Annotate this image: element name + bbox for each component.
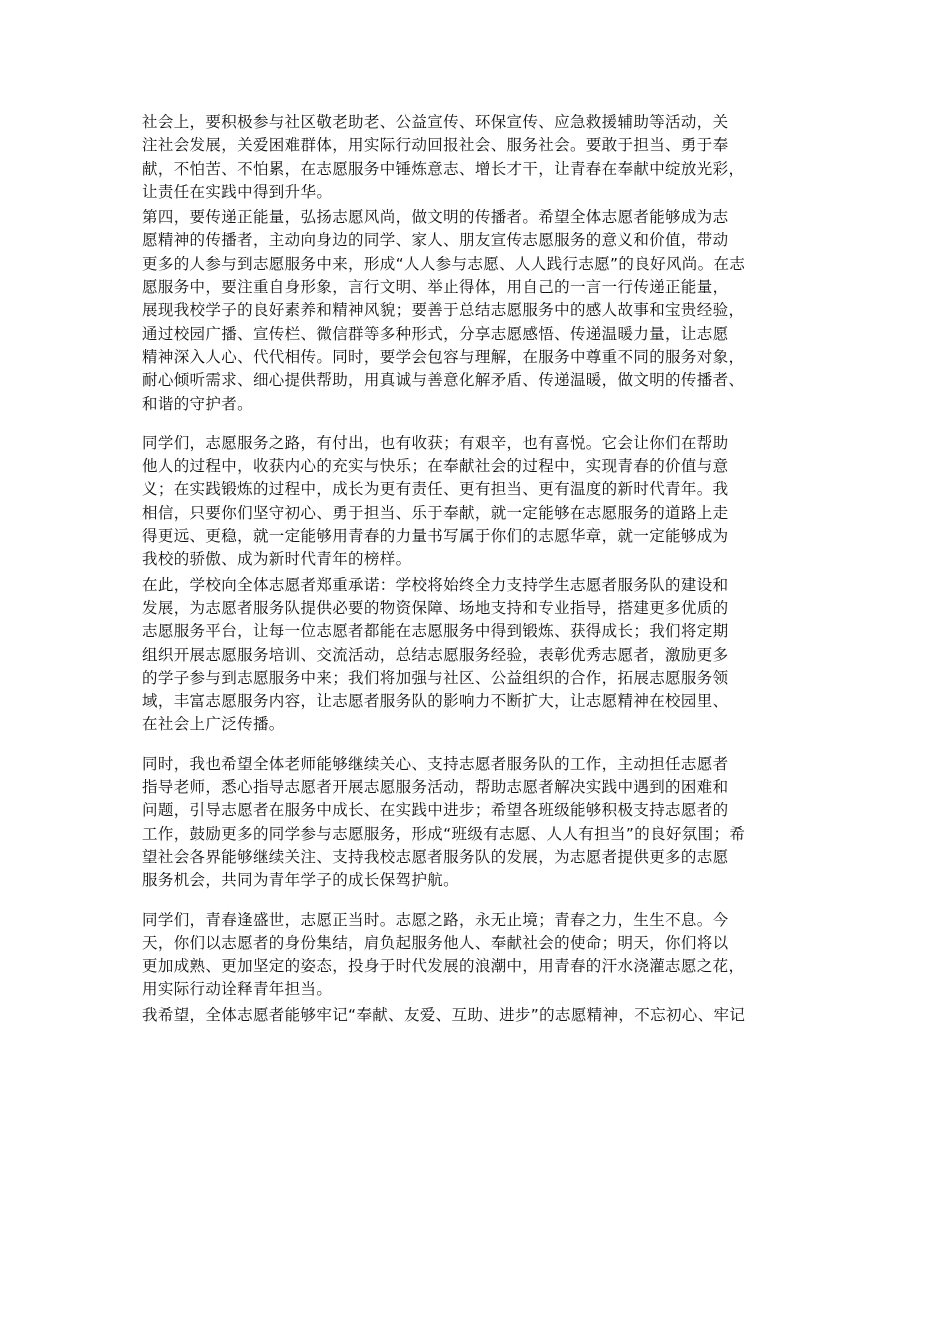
text-line: 组织开展志愿服务培训、交流活动，总结志愿服务经验，表彰优秀志愿者，激励更多 <box>142 645 729 664</box>
text-line: 通过校园广播、宣传栏、微信群等多种形式，分享志愿感悟、传递温暖力量，让志愿 <box>142 324 729 343</box>
paragraph-spacer <box>142 893 814 909</box>
text-line: 耐心倾听需求、细心提供帮助，用真诚与善意化解矛盾、传递温暖，做文明的传播者、 <box>142 371 745 390</box>
text-line: 注社会发展，关爱困难群体，用实际行动回报社会、服务社会。要敢于担当、勇于奉 <box>142 136 729 155</box>
paragraph-school-commitment <box>142 574 814 737</box>
text-line: 同学们，青春逢盛世，志愿正当时。志愿之路，永无止境；青春之力，生生不息。今 <box>142 910 729 929</box>
text-line: 望社会各界能够继续关注、支持我校志愿者服务队的发展，为志愿者提供更多的志愿 <box>142 847 729 866</box>
text-line: 志愿服务平台，让每一位志愿者都能在志愿服务中得到锻炼、获得成长；我们将定期 <box>142 622 729 641</box>
text-line: 愿精神的传播者，主动向身边的同学、家人、朋友宣传志愿服务的意义和价值，带动 <box>142 231 729 250</box>
text-line: 我校的骄傲、成为新时代青年的榜样。 <box>142 550 412 569</box>
text-line: 我希望，全体志愿者能够牢记“奉献、友爱、互助、进步”的志愿精神，不忘初心、牢记 <box>142 1005 746 1024</box>
text-line: 同时，我也希望全体老师能够继续关心、支持志愿者服务队的工作，主动担任志愿者 <box>142 754 729 773</box>
text-line: 得更远、更稳，就一定能够用青春的力量书写属于你们的志愿华章，就一定能够成为 <box>142 527 729 546</box>
text-line: 第四，要传递正能量，弘扬志愿风尚，做文明的传播者。希望全体志愿者能够成为志 <box>142 208 729 227</box>
text-line: 更加成熟、更加坚定的姿态，投身于时代发展的浪潮中，用青春的汗水浇灌志愿之花， <box>142 957 745 976</box>
text-line: 天，你们以志愿者的身份集结，肩负起服务他人、奉献社会的使命；明天，你们将以 <box>142 933 729 952</box>
paragraph-youth-era <box>142 909 814 1002</box>
paragraph-spacer <box>142 737 814 753</box>
paragraph-spacer <box>142 416 814 432</box>
text-line: 指导老师，悉心指导志愿者开展志愿服务活动，帮助志愿者解决实践中遇到的困难和 <box>142 778 729 797</box>
paragraph-teacher-support <box>142 753 814 893</box>
text-line: 同学们，志愿服务之路，有付出，也有收获；有艰辛，也有喜悦。它会让你们在帮助 <box>142 433 729 452</box>
paragraph-volunteer-road <box>142 432 814 572</box>
text-line: 展现我校学子的良好素养和精神风貌；要善于总结志愿服务中的感人故事和宝贵经验， <box>142 301 745 320</box>
paragraph-social-participation <box>142 111 814 204</box>
text-line: 让责任在实践中得到升华。 <box>142 182 333 201</box>
text-line: 愿服务中，要注重自身形象，言行文明、举止得体，用自己的一言一行传递正能量， <box>142 278 729 297</box>
text-line: 精神深入人心、代代相传。同时，要学会包容与理解，在服务中尊重不同的服务对象， <box>142 347 745 366</box>
paragraph-closing-hope <box>142 1004 814 1027</box>
text-line: 域，丰富志愿服务内容，让志愿者服务队的影响力不断扩大，让志愿精神在校园里、 <box>142 692 729 711</box>
text-line: 更多的人参与到志愿服务中来，形成“人人参与志愿、人人践行志愿”的良好风尚。在志 <box>142 254 746 273</box>
text-line: 服务机会，共同为青年学子的成长保驾护航。 <box>142 871 460 890</box>
text-line: 他人的过程中，收获内心的充实与快乐；在奉献社会的过程中，实现青春的价值与意 <box>142 457 729 476</box>
text-line: 相信，只要你们坚守初心、勇于担当、乐于奉献，就一定能够在志愿服务的道路上走 <box>142 503 729 522</box>
text-line: 的学子参与到志愿服务中来；我们将加强与社区、公益组织的合作，拓展志愿服务领 <box>142 668 729 687</box>
text-line: 和谐的守护者。 <box>142 394 253 413</box>
text-line: 发展，为志愿者服务队提供必要的物资保障、场地支持和专业指导，搭建更多优质的 <box>142 598 729 617</box>
text-line: 在此，学校向全体志愿者郑重承诺：学校将始终全力支持学生志愿者服务队的建设和 <box>142 575 729 594</box>
paragraph-fourth-point <box>142 206 814 416</box>
text-line: 献，不怕苦、不怕累，在志愿服务中锤炼意志、增长才干，让青春在奉献中绽放光彩， <box>142 159 745 178</box>
document-body <box>142 111 814 1027</box>
text-line: 工作，鼓励更多的同学参与志愿服务，形成“班级有志愿、人人有担当”的良好氛围；希 <box>142 824 746 843</box>
text-line: 问题，引导志愿者在服务中成长、在实践中进步；希望各班级能够积极支持志愿者的 <box>142 801 729 820</box>
text-line: 在社会上广泛传播。 <box>142 715 285 734</box>
text-line: 义；在实践锻炼的过程中，成长为更有责任、更有担当、更有温度的新时代青年。我 <box>142 480 729 499</box>
text-line: 社会上，要积极参与社区敬老助老、公益宣传、环保宣传、应急救援辅助等活动，关 <box>142 113 729 131</box>
text-line: 用实际行动诠释青年担当。 <box>142 980 333 999</box>
